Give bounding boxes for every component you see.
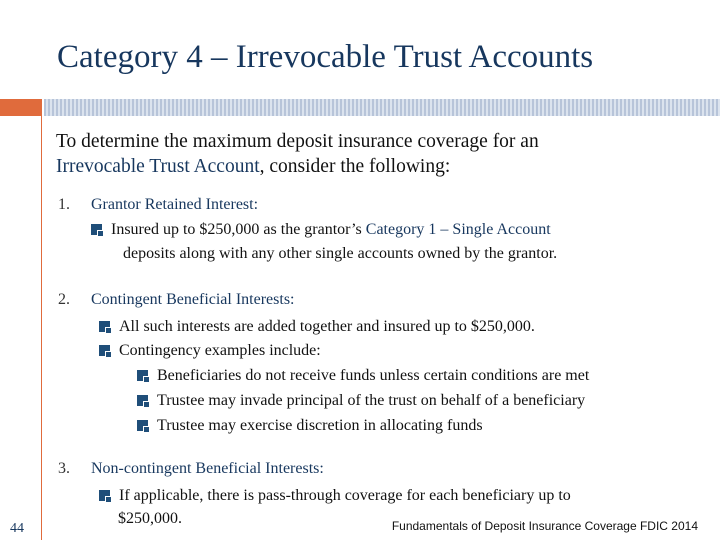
item-1-bullet — [91, 218, 551, 242]
intro-line-2-rest: , consider the following: — [259, 156, 451, 177]
checkbox-bullet-icon — [137, 420, 148, 431]
item-2-bullet-1: All such interests are added together and insured up to $250,000. — [99, 315, 535, 339]
checkbox-bullet-icon — [99, 345, 110, 356]
item-1-heading: Grantor Retained Interest: — [91, 196, 259, 213]
footer-text: Fundamentals of Deposit Insurance Coverage FDIC 2014 — [391, 519, 698, 533]
checkbox-bullet-icon — [137, 370, 148, 381]
checkbox-bullet-icon — [137, 395, 148, 406]
item-1-bullet-prefix: Insured up to $250,000 as the grantor’s — [111, 221, 366, 238]
checkbox-bullet-icon — [99, 321, 110, 332]
slide-title: Category 4 – Irrevocable Trust Accounts — [57, 39, 594, 75]
item-2-sub-bullet-2: Trustee may invade principal of the trust on behalf of a beneficiary — [137, 389, 585, 413]
item-2-number: 2. — [58, 291, 70, 308]
item-2-sub-bullet-1: Beneficiaries do not receive funds unless certain conditions are met — [137, 364, 589, 388]
item-3-heading: Non-contingent Beneficial Interests: — [91, 460, 324, 477]
item-3-bullet: If applicable, there is pass-through coverage for each beneficiary up to — [99, 484, 571, 508]
checkbox-bullet-icon — [99, 490, 110, 501]
item-2-heading: Contingent Beneficial Interests: — [91, 291, 295, 308]
item-2-bullet-2: Contingency examples include: — [99, 339, 321, 363]
left-margin-line — [41, 116, 42, 540]
intro-line-2 — [56, 154, 686, 179]
title-accent-bar — [0, 99, 42, 116]
item-1-bullet-highlight: Category 1 – Single Account — [365, 221, 551, 238]
item-2-sub-bullet-3: Trustee may exercise discretion in allocating funds — [137, 414, 483, 438]
item-3-number: 3. — [58, 460, 70, 477]
intro-highlight: Irrevocable Trust Account — [56, 156, 260, 177]
title-stripe-bar — [44, 99, 720, 116]
item-3-bullet-cont: $250,000. — [118, 510, 182, 527]
checkbox-bullet-icon — [91, 224, 102, 235]
intro-line-1: To determine the maximum deposit insurance coverage for an — [56, 131, 539, 152]
item-1-bullet-cont: deposits along with any other single accounts owned by the grantor. — [123, 245, 558, 262]
page-number: 44 — [10, 521, 24, 536]
intro-text — [56, 129, 686, 179]
item-1-number: 1. — [58, 196, 70, 213]
